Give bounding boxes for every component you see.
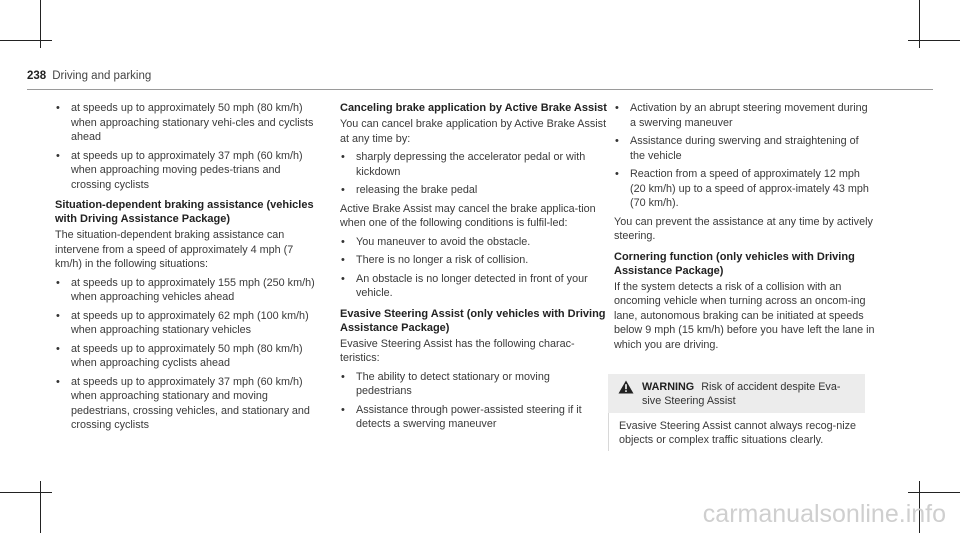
list-item: • Reaction from a speed of approximately 12 mph (20 km/h) up to a speed of approx-imately 43 mph (70 km/h). [614,167,876,211]
crop-mark [40,481,41,533]
section-title: Driving and parking [52,70,152,82]
page-number: 238 [27,70,47,82]
column-middle [340,101,608,436]
page-header [27,70,151,90]
header-divider [27,89,933,90]
paragraph: Active Brake Assist may cancel the brake applica-tion when one of the following conditions is fulfil-led: [340,202,596,229]
section-heading: Canceling brake application by Active Brake Assist [340,102,607,114]
crop-mark [0,40,52,41]
list-item: • sharply depressing the accelerator pedal or with kickdown [340,150,608,179]
section-heading: Situation-dependent braking assistance (vehicles with Driving Assistance Package) [55,199,314,225]
column-right [614,101,876,356]
watermark-text: carmanualsonline.info [702,500,946,528]
column-left [55,101,323,437]
list-item: • at speeds up to approximately 50 mph (80 km/h) when approaching stationary vehi-cles and cyclists ahead [55,101,323,145]
list-item: • Assistance during swerving and straightening of the vehicle [614,134,876,163]
section-heading: Cornering function (only vehicles with Driving Assistance Package) [614,250,855,277]
list-item: • at speeds up to approximately 155 mph (250 km/h) when approaching vehicles ahead [55,276,323,305]
warning-header [608,374,865,413]
paragraph: If the system detects a risk of a collision with an oncoming vehicle when turning across an oncom-ing lane, autonomous braking can be initiated at speeds below 9 mph (15 km/h) before you have left the lane in which you are driving. [614,280,875,351]
paragraph: The situation-dependent braking assistance can intervene from a speed of approximately 4 mph (7 km/h) in the following situations: [55,229,294,270]
list-item: • Assistance through power-assisted steering if it detects a swerving maneuver [340,403,608,432]
crop-mark [908,492,960,493]
paragraph: You can prevent the assistance at any time by actively steering. [614,215,873,242]
crop-mark [908,40,960,41]
list-item: • An obstacle is no longer detected in front of your vehicle. [340,272,608,301]
list-item: • Activation by an abrupt steering movement during a swerving maneuver [614,101,876,130]
section-heading: Evasive Steering Assist (only vehicles with Driving Assistance Package) [340,307,606,334]
list-item: • at speeds up to approximately 37 mph (60 km/h) when approaching moving pedes-trians and crossing cyclists [55,149,323,193]
list-item: • There is no longer a risk of collision. [340,253,608,268]
paragraph: You can cancel brake application by Active Brake Assist at any time by: [340,118,607,145]
crop-mark [0,492,52,493]
warning-subtitle: Risk of accident despite Eva-sive Steering Assist [642,381,841,407]
list-item: • The ability to detect stationary or moving pedestrians [340,370,608,399]
list-item: • at speeds up to approximately 50 mph (80 km/h) when approaching cyclists ahead [55,342,323,371]
paragraph: Evasive Steering Assist has the following charac-teristics: [340,337,575,364]
list-item: • at speeds up to approximately 37 mph (60 km/h) when approaching stationary and moving pedestrians, crossing vehicles, and stationary and crossing cyclists [55,375,323,433]
list-item: • You maneuver to avoid the obstacle. [340,235,608,250]
warning-title: WARNING [642,381,695,393]
warning-body: Evasive Steering Assist cannot always recog-nize objects or complex traffic situations clearly. [608,413,865,451]
list-item: • at speeds up to approximately 62 mph (100 km/h) when approaching stationary vehicles [55,309,323,338]
warning-triangle-icon [618,380,634,394]
warning-box [608,374,865,446]
list-item: • releasing the brake pedal [340,183,608,198]
